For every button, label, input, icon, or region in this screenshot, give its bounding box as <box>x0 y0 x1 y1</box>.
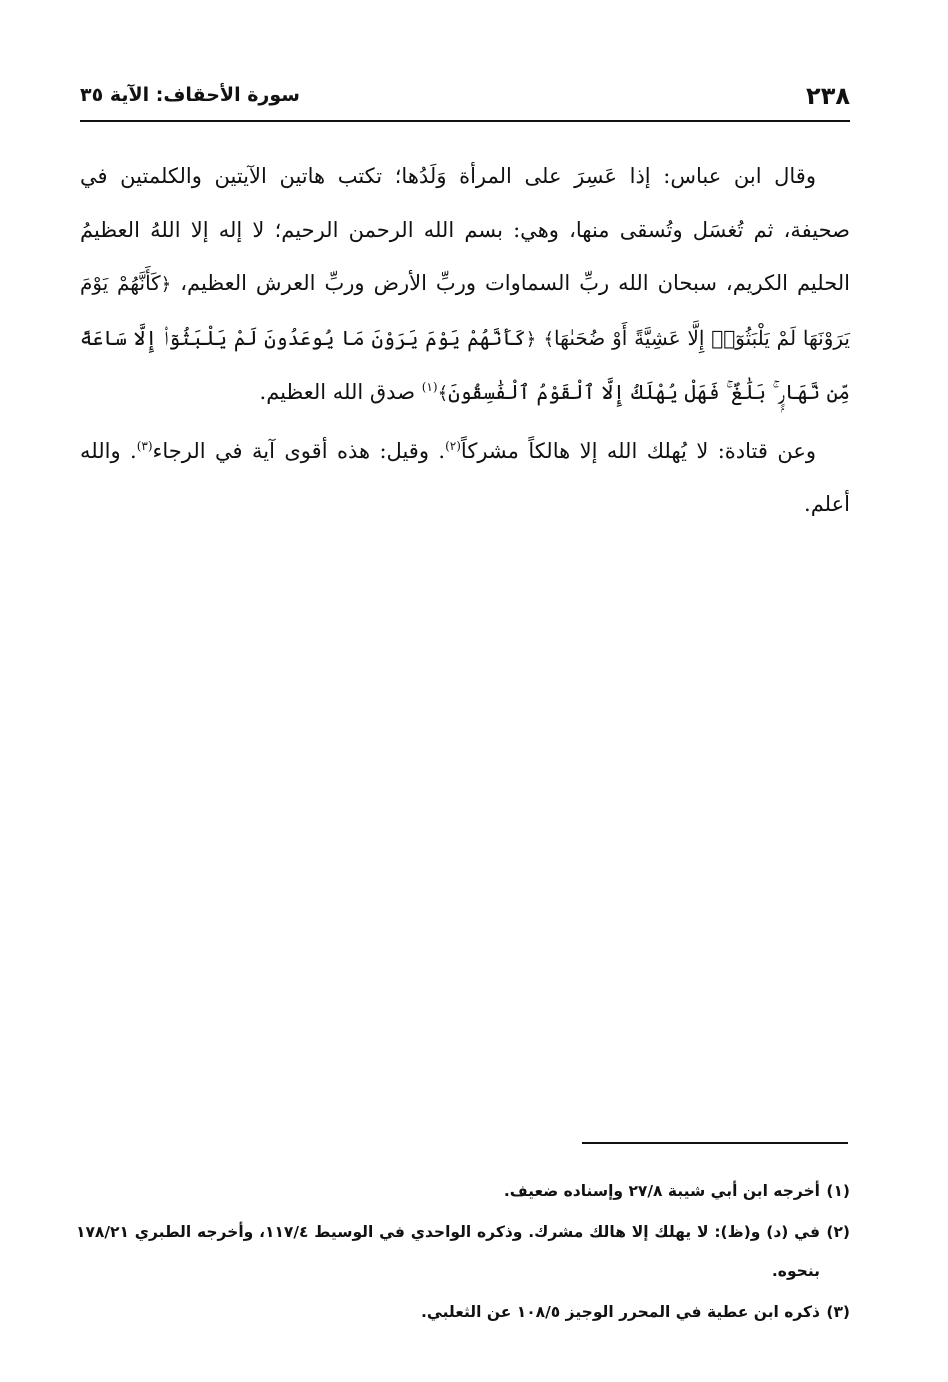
paragraph-text: . وقيل: هذه أقوى آية في الرجاء <box>152 438 446 463</box>
quran-ornament-close: ﴾ <box>437 383 449 404</box>
running-title: سورة الأحقاف: الآية ٣٥ <box>80 84 300 106</box>
quran-ornament-open: ﴿ <box>160 274 172 295</box>
quran-verse: كَأَنَّهُمْ يَوْمَ يَرَوْنَهَا لَمْ يَلْبَثُوٓا۟ إِلَّا عَشِيَّةً أَوْ ضُحَىٰهَا <box>80 271 850 350</box>
paragraph-text: وقال ابن عباس: إذا عَسِرَ على المرأة وَلَدُها؛ تكتب هاتين الآيتين والكلمتين في صحيفة، ثم تُغسَل وتُسقى منها، وهي: بسم الله الرحمن الرحيم؛ لا إله إلا اللهُ العظيمُ الحليم الكريم، سبحان الله ربِّ السماوات وربِّ الأرض وربِّ العرش العظيم، <box>80 164 850 295</box>
footnote-number: (١) <box>826 1182 850 1200</box>
paragraph-text: وعن قتادة: لا يُهلك الله إلا هالكاً مشركاً <box>460 438 817 463</box>
page-number: ٢٣٨ <box>806 82 850 110</box>
paragraph-text: صدق الله العظيم. <box>259 380 416 404</box>
main-text <box>80 150 850 532</box>
footnote <box>76 1213 850 1291</box>
paragraph-qatada <box>80 425 850 532</box>
footnote-separator <box>582 1142 848 1144</box>
footnote-marker: (١) <box>421 380 438 394</box>
paragraph-text: . والله أعلم. <box>80 438 850 516</box>
footnote-number: (٢) <box>826 1223 850 1241</box>
footnote <box>76 1172 850 1211</box>
page-header <box>80 78 850 122</box>
footnote-marker: (٢) <box>445 438 461 453</box>
footnote-text: ذكره ابن عطية في المحرر الوجيز ١٠٨/٥ عن الثعلبي. <box>421 1303 820 1321</box>
quran-ornament-open: ﴿ <box>525 328 537 350</box>
header-rule <box>80 120 850 122</box>
footnotes <box>76 1172 850 1332</box>
paragraph-ibn-abbas <box>80 150 850 421</box>
quran-verse: كَأَنَّهُمْ يَوْمَ يَرَوْنَ مَا يُوعَدُونَ لَمْ يَلْبَثُوٓا۟ إِلَّا سَاعَةً مِّن نَّهَارٍۭ ۚ بَلَٰغٌ ۚ فَهَلْ يُهْلَكُ إِلَّا ٱلْقَوْمُ ٱلْفَٰسِقُونَ <box>80 325 850 404</box>
footnote <box>76 1293 850 1332</box>
footnote-text: أخرجه ابن أبي شيبة ٢٧/٨ وإسناده ضعيف. <box>503 1182 820 1200</box>
quran-ornament-close: ﴾ <box>543 328 555 350</box>
footnote-marker: (٣) <box>136 438 153 453</box>
footnote-text: في (د) و(ظ): لا يهلك إلا هالك مشرك. وذكره الواحدي في الوسيط ١١٧/٤، وأخرجه الطبري ١٧٨/٢١ بنحوه. <box>76 1223 820 1280</box>
footnote-number: (٣) <box>826 1303 850 1321</box>
